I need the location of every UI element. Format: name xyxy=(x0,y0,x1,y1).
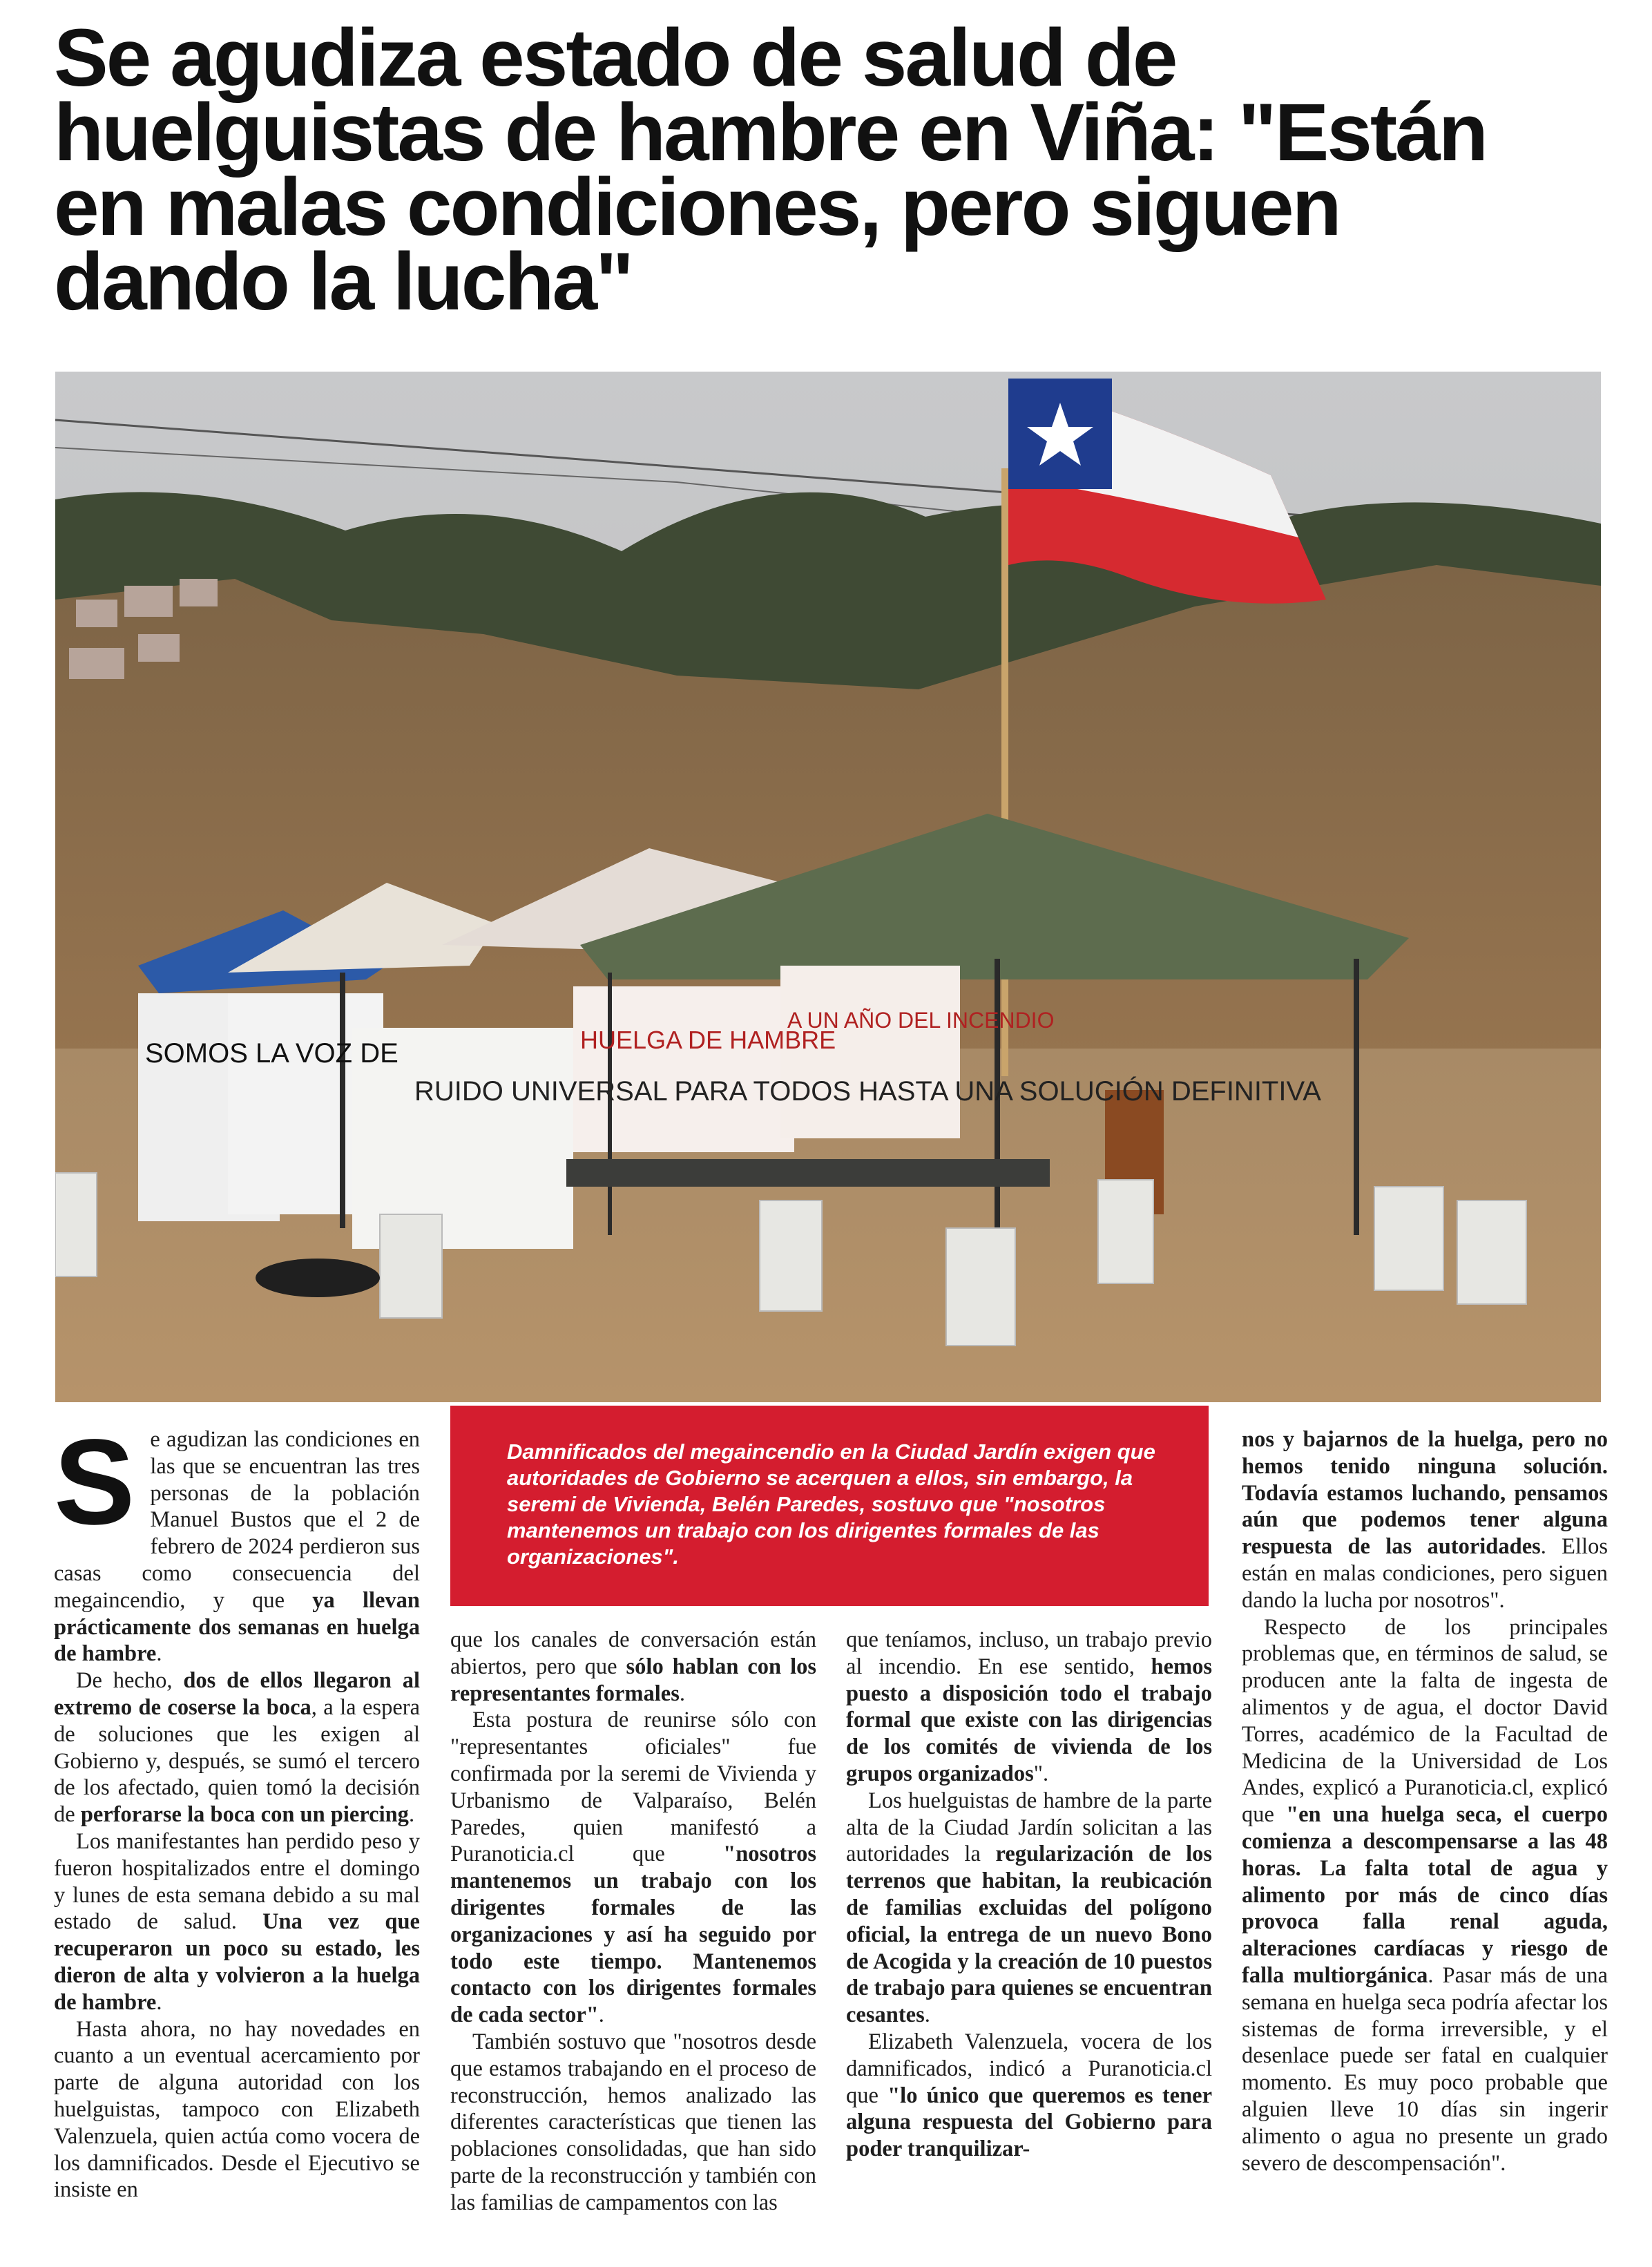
body-text: También sostuvo que "nosotros desde que estamos trabajando en el proceso de reconstrucción, hemos analizado las diferentes características que tienen las poblaciones consolidadas, que han sido parte de la reconstrucción y también con las familias de campamentos con las xyxy=(450,2029,816,2215)
body-text: Respecto de los principales problemas que, en términos de salud, se producen ante la falta de ingesta de alimentos y de agua, el doctor David Torres, académico de la Facultad de Medicina de la Universidad de Los Andes, explicó a Puranoticia.cl, explicó que xyxy=(1242,1614,1608,1828)
paragraph xyxy=(846,2029,1212,2163)
bold-text: "lo único que queremos es tener alguna respuesta del Gobierno para poder tranquilizar- xyxy=(846,2083,1212,2162)
paragraph xyxy=(54,2016,420,2204)
drop-cap: S xyxy=(54,1415,135,1550)
paragraph xyxy=(450,1707,816,2029)
photo-banner-text-4: SOMOS LA VOZ DE xyxy=(145,1038,398,1069)
body-text: . xyxy=(924,2002,930,2028)
body-text: De hecho, xyxy=(76,1668,184,1694)
article-column-4 xyxy=(1242,1426,1608,2177)
bold-text: perforarse la boca con un piercing xyxy=(80,1802,409,1828)
paragraph xyxy=(54,1828,420,2016)
bold-text: Una vez que recuperaron un poco su estado, les dieron de alta y volvieron a la huelga de hambre xyxy=(54,1909,420,2015)
body-text: , a la espera de soluciones que les exigen al Gobierno y, después, se sumó el tercero de los afectado, quien tomó la decisión de xyxy=(54,1694,420,1828)
body-text: . xyxy=(598,2002,604,2028)
body-text: que teníamos, incluso, un trabajo previo al incendio. En ese sentido, xyxy=(846,1627,1212,1679)
article-photo xyxy=(55,372,1601,1402)
paragraph xyxy=(1242,1614,1608,2177)
article-column-3 xyxy=(846,1627,1212,2163)
body-text: Esta postura de reunirse sólo con "representantes oficiales" fue confirmada por la seremi de Vivienda y Urbanismo de Valparaíso, Belén Paredes, quien manifestó a Puranoticia.cl que xyxy=(450,1708,816,1867)
photo-banner-text-1: RUIDO UNIVERSAL PARA TODOS HASTA UNA SOLUCIÓN DEFINITIVA xyxy=(414,1076,1321,1107)
paragraph xyxy=(846,1627,1212,1788)
body-text: e agudizan las condiciones en las que se encuentran las tres personas de la población Manuel Bustos que el 2 de febrero de 2024 perdieron sus casas como consecuencia del megaincendio, y que xyxy=(54,1427,420,1613)
bold-text: ya llevan prácticamente dos semanas en huelga de hambre xyxy=(54,1587,421,1667)
body-text: Los manifestantes han perdido peso y fueron hospitalizados entre el domingo y lunes de esta semana debido a su mal estado de salud. xyxy=(54,1828,420,1935)
bold-text: "en una huelga seca, el cuerpo comienza a descompensarse a las 48 horas. La falta total de agua y alimento por más de cinco días provoca falla renal aguda, alteraciones cardíacas y riesgo de falla multiorgánica xyxy=(1242,1802,1608,1988)
body-text: Hasta ahora, no hay novedades en cuanto a un eventual acercamiento por parte de alguna autoridad con los huelguistas, tampoco con Elizabeth Valenzuela, quien actúa como vocera de los damnificados. Desde el Ejecutivo se insiste en xyxy=(54,2016,420,2203)
body-text: que los canales de conversación están abiertos, pero que xyxy=(450,1627,816,1679)
body-text: . xyxy=(679,1681,685,1706)
bold-text: dos de ellos llegaron al extremo de coserse la boca xyxy=(54,1668,421,1720)
body-text: Elizabeth Valenzuela, vocera de los damnificados, indicó a Puranoticia.cl que xyxy=(846,2029,1212,2108)
paragraph xyxy=(1242,1426,1608,1614)
article-column-2 xyxy=(450,1627,816,2217)
paragraph xyxy=(450,1627,816,1707)
callout-box: Damnificados del megaincendio en la Ciudad Jardín exigen que autoridades de Gobierno se acerquen a ellos, sin embargo, la seremi de Vivienda, Belén Paredes, sostuvo que "nosotros mantenemos un trabajo con los dirigentes formales de las organizaciones". xyxy=(450,1406,1209,1606)
paragraph xyxy=(54,1667,420,1828)
article-column-1 xyxy=(54,1415,421,2203)
bold-text: sólo hablan con los representantes formales xyxy=(450,1654,816,1706)
bold-text: regularización de los terrenos que habitan, la reubicación de familias excluidas del polígono oficial, la entrega de un nuevo Bono de Acogida y la creación de 10 puestos de trabajo para quienes se encuentran cesantes xyxy=(846,1842,1212,2028)
bold-text: nos y bajarnos de la huelga, pero no hemos tenido ninguna solución. Todavía estamos luchando, pensamos aún que podemos tener alguna respuesta de las autoridades xyxy=(1242,1427,1608,1560)
body-text: . Pasar más de una semana en huelga seca podría afectar los sistemas de forma irreversible, y el desenlace puede ser fatal en cualquier momento. Es muy poco probable que alguien lleve 10 días sin ingerir alimento o agua no presente un grado severo de descompensación". xyxy=(1242,1962,1608,2176)
body-text: . xyxy=(408,1802,415,1828)
body-text: Los huelguistas de hambre de la parte alta de la Ciudad Jardín solicitan a las autoridades la xyxy=(846,1788,1212,1867)
bold-text: hemos puesto a disposición todo el trabajo formal que existe con las dirigencias de los comités de vivienda de los grupos organizados xyxy=(846,1654,1212,1786)
photo-banner-text-2: HUELGA DE HAMBRE xyxy=(580,1026,836,1054)
body-text: . Ellos están en malas condiciones, pero siguen dando la lucha por nosotros". xyxy=(1242,1534,1608,1613)
photo-banner-text-3: A UN AÑO DEL INCENDIO xyxy=(787,1008,1055,1033)
paragraph xyxy=(846,1788,1212,2029)
article-headline: Se agudiza estado de salud de huelguistas de hambre en Viña: "Están en malas condiciones, pero siguen dando la lucha" xyxy=(54,12,1486,327)
paragraph xyxy=(450,2029,816,2217)
body-text: ". xyxy=(1033,1761,1049,1786)
bold-text: "nosotros mantenemos un trabajo con los dirigentes formales de las organizaciones y así ha seguido por todo este tiempo. Mantenemos contacto con los dirigentes formales de cada sector" xyxy=(450,1842,816,2028)
body-text: . xyxy=(156,1989,162,2015)
body-text: . xyxy=(156,1641,162,1667)
